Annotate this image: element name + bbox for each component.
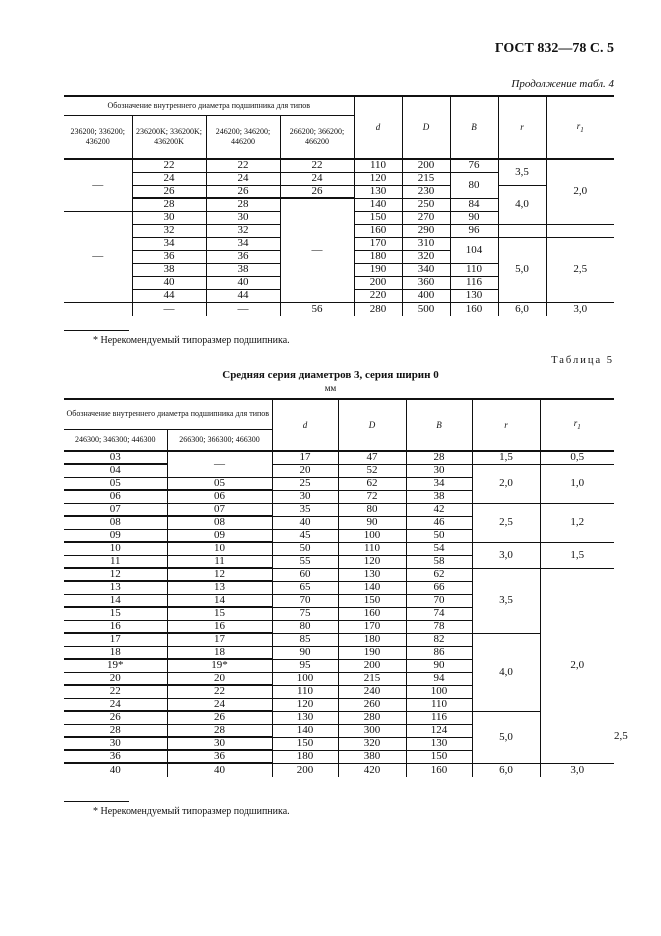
table-cell: 100 [406, 685, 472, 698]
table-cell: 86 [406, 646, 472, 659]
table-cell: 270 [402, 211, 450, 224]
table-cell: 55 [272, 555, 338, 568]
table-cell: 58 [406, 555, 472, 568]
table-cell: 90 [406, 659, 472, 672]
table-cell: 1,5 [540, 542, 614, 568]
table-cell: 10 [64, 542, 167, 555]
table-label: Таблица 5 [551, 355, 614, 366]
table-continuation-label: Продолжение табл. 4 [511, 78, 614, 90]
table-cell: 28 [64, 724, 167, 737]
table-cell: 34 [132, 237, 206, 250]
table-cell: 47 [338, 451, 406, 464]
table-cell: 200 [402, 159, 450, 172]
table-cell: 2,0 [540, 568, 614, 763]
table-cell: 200 [354, 276, 402, 289]
table-cell: 50 [272, 542, 338, 555]
type-header: 236200K; 336200K; 436200K [132, 115, 206, 159]
table-cell: 06 [64, 490, 167, 503]
table-cell: 20 [64, 672, 167, 685]
table-cell: 28 [132, 198, 206, 211]
table-cell: 22 [132, 159, 206, 172]
table-cell: 30 [167, 737, 272, 750]
table-cell: 25 [272, 477, 338, 490]
table-cell: 32 [132, 224, 206, 237]
table-cell: 360 [402, 276, 450, 289]
table-cell: 52 [338, 464, 406, 477]
table-cell: 100 [272, 672, 338, 685]
table-cell: 80 [338, 503, 406, 516]
table-cell: 24 [167, 698, 272, 711]
table-cell: 5,0 [498, 237, 546, 302]
table-cell: 54 [406, 542, 472, 555]
table-cell: 70 [272, 594, 338, 607]
table-cell: 20 [272, 464, 338, 477]
table-5: Обозначение внутреннего диаметра подшипника для типов d D B r $r_1$ 246300; 346300; 446300 266300; 366300; 466300 03 — 17 47 28 1,5 0,5 04 20 52 30 2,0 1,0 05 05 25 62 34 06 06 30 72 38 07 07 35 80 42 2,5 1,2 08 08 40 90 46 09 09 45 100 50 10 10 50 110 54 3,0 1,5 11 11 55 120 58 12 12 60 130 62 3,5 2,0 13 13 65 140 66 14 14 70 150 70 15 15 75 160 74 16 16 80 170 78 17 17 85 180 82 4,0 18 18 90 190 86 19* 19* 95 200 90 20 20 100 215 94 22 22 110 240 100 24 24 120 260 110 26 26 130 280 116 5,0 2,5 28 28 140 300 124 30 30 150 320 130 36 36 180 380 150 40 40 200 420 160 6,0 3,0 [64, 398, 614, 777]
table-cell: 380 [338, 750, 406, 763]
table-cell: — [64, 159, 132, 211]
table-cell: 26 [167, 711, 272, 724]
table-cell: 1,0 [540, 464, 614, 503]
table-cell: 11 [167, 555, 272, 568]
table-cell: 160 [354, 224, 402, 237]
table-cell: — [132, 302, 206, 316]
table-cell: 35 [272, 503, 338, 516]
table-cell [64, 302, 132, 316]
table-cell: 120 [272, 698, 338, 711]
table-cell: 09 [167, 529, 272, 542]
unit-label: мм [324, 383, 337, 393]
table-cell: 190 [338, 646, 406, 659]
col-r: r [498, 96, 546, 159]
table-cell: 500 [402, 302, 450, 316]
table-cell: 3,5 [472, 568, 540, 633]
table-cell: 110 [450, 263, 498, 276]
table-cell: 34 [406, 477, 472, 490]
table-cell: 5,0 [472, 711, 540, 763]
table-cell: 11 [64, 555, 167, 568]
table-cell: 34 [206, 237, 280, 250]
table-cell: 62 [338, 477, 406, 490]
table-cell: 95 [272, 659, 338, 672]
table-cell: 215 [402, 172, 450, 185]
table-cell: 40 [272, 516, 338, 529]
table-cell: 240 [338, 685, 406, 698]
col-r: r [472, 399, 540, 451]
table-cell: 130 [338, 568, 406, 581]
table-cell: 130 [450, 289, 498, 302]
table-cell: 200 [272, 763, 338, 777]
table-cell: 120 [354, 172, 402, 185]
table-cell: 14 [64, 594, 167, 607]
col-r1: $r_1$ [546, 96, 614, 159]
table-cell: 36 [132, 250, 206, 263]
col-r1: $r_1$ [540, 399, 614, 451]
table-cell: 180 [338, 633, 406, 646]
table-cell: 180 [272, 750, 338, 763]
table-cell: 06 [167, 490, 272, 503]
table-cell: 80 [450, 172, 498, 198]
table-cell: 260 [338, 698, 406, 711]
table-cell: 72 [338, 490, 406, 503]
col-B: B [406, 399, 472, 451]
table-cell: 15 [167, 607, 272, 620]
type-header: 246300; 346300; 446300 [64, 429, 167, 451]
table-cell: 160 [450, 302, 498, 316]
table-cell: 250 [402, 198, 450, 211]
table-cell: 19* [64, 659, 167, 672]
table-cell: 46 [406, 516, 472, 529]
table-cell: 4,0 [472, 633, 540, 711]
table-cell: 90 [338, 516, 406, 529]
table-cell: 26 [64, 711, 167, 724]
table-cell: 180 [354, 250, 402, 263]
table-cell: 60 [272, 568, 338, 581]
table-cell: 24 [206, 172, 280, 185]
table-cell: 140 [354, 198, 402, 211]
table-cell: 28 [167, 724, 272, 737]
table-cell: 320 [338, 737, 406, 750]
table-cell: — [206, 302, 280, 316]
table-cell: 84 [450, 198, 498, 211]
table-cell: 45 [272, 529, 338, 542]
table-cell: 36 [167, 750, 272, 763]
table-cell: 160 [406, 763, 472, 777]
table-cell: 07 [167, 503, 272, 516]
table-cell: 62 [406, 568, 472, 581]
table-cell: 08 [167, 516, 272, 529]
table-cell: 50 [406, 529, 472, 542]
table-cell: 05 [167, 477, 272, 490]
group-header: Обозначение внутреннего диаметра подшипника для типов [64, 96, 354, 115]
table-cell: 76 [450, 159, 498, 172]
table-cell: 19* [167, 659, 272, 672]
table-cell: 08 [64, 516, 167, 529]
table-cell: 2,5 [546, 237, 614, 302]
table-cell: 36 [206, 250, 280, 263]
table-cell: 124 [406, 724, 472, 737]
table-cell: 0,5 [540, 451, 614, 464]
col-D: D [402, 96, 450, 159]
table-cell: 15 [64, 607, 167, 620]
table-cell: 22 [64, 685, 167, 698]
table-cell: — [167, 451, 272, 477]
table-cell: 280 [338, 711, 406, 724]
table-cell: 94 [406, 672, 472, 685]
table-cell: 66 [406, 581, 472, 594]
table-cell: 85 [272, 633, 338, 646]
type-header: 266300; 366300; 466300 [167, 429, 272, 451]
page-header: ГОСТ 832—78 С. 5 [494, 41, 614, 56]
table-cell: 82 [406, 633, 472, 646]
table-cell: 100 [338, 529, 406, 542]
table-cell: 36 [64, 750, 167, 763]
table-cell: 26 [132, 185, 206, 198]
table-cell: 22 [280, 159, 354, 172]
table-cell: 12 [64, 568, 167, 581]
type-header: 266200; 366200; 466200 [280, 115, 354, 159]
table-cell: 26 [206, 185, 280, 198]
table-cell: 18 [167, 646, 272, 659]
table-cell: 200 [338, 659, 406, 672]
table-cell: 120 [338, 555, 406, 568]
table-cell: 3,5 [498, 159, 546, 185]
table-cell: 22 [167, 685, 272, 698]
col-D: D [338, 399, 406, 451]
table-cell: 104 [450, 237, 498, 263]
table-cell: 22 [206, 159, 280, 172]
table-cell: 220 [354, 289, 402, 302]
table-cell: 07 [64, 503, 167, 516]
table-cell: 44 [206, 289, 280, 302]
table-cell: 30 [206, 211, 280, 224]
table-cell: 17 [272, 451, 338, 464]
table-cell: 400 [402, 289, 450, 302]
table-cell: 160 [338, 607, 406, 620]
table-cell: 38 [132, 263, 206, 276]
table-cell: 26 [280, 185, 354, 198]
table-cell: 17 [167, 633, 272, 646]
table-cell: 300 [338, 724, 406, 737]
table-cell: 320 [402, 250, 450, 263]
table-cell: 28 [206, 198, 280, 211]
table-cell: 16 [64, 620, 167, 633]
table-cell: 290 [402, 224, 450, 237]
col-d: d [272, 399, 338, 451]
table-cell: 09 [64, 529, 167, 542]
table-cell: 32 [206, 224, 280, 237]
table-cell: — [280, 198, 354, 302]
group-header: Обозначение внутреннего диаметра подшипника для типов [64, 399, 272, 429]
table-cell: — [64, 211, 132, 302]
table-cell: 110 [338, 542, 406, 555]
table-cell: 18 [64, 646, 167, 659]
table-cell: 170 [338, 620, 406, 633]
table-cell: 78 [406, 620, 472, 633]
table-cell: 28 [406, 451, 472, 464]
table-cell: 16 [167, 620, 272, 633]
table-cell: 70 [406, 594, 472, 607]
table-cell: 20 [167, 672, 272, 685]
table-cell: 74 [406, 607, 472, 620]
col-B: B [450, 96, 498, 159]
table-cell: 10 [167, 542, 272, 555]
table-cell: 215 [338, 672, 406, 685]
table-cell: 17 [64, 633, 167, 646]
table-cell: 170 [354, 237, 402, 250]
table-cell: 44 [132, 289, 206, 302]
col-d: d [354, 96, 402, 159]
table-cell: 150 [272, 737, 338, 750]
table-cell: 12 [167, 568, 272, 581]
table-cell: 3,0 [573, 302, 588, 315]
table-cell: 30 [64, 737, 167, 750]
table-cell: 110 [354, 159, 402, 172]
table-cell: 2,0 [472, 464, 540, 503]
table-cell: 30 [272, 490, 338, 503]
table-cell: 130 [406, 737, 472, 750]
table-cell: 2,0 [546, 159, 614, 224]
table-cell: 13 [167, 581, 272, 594]
footnote-rule [64, 330, 129, 331]
table-cell: 140 [338, 581, 406, 594]
table-cell: 1,5 [472, 451, 540, 464]
table-cell: 75 [272, 607, 338, 620]
table-cell: 4,0 [498, 185, 546, 224]
table-cell: 90 [450, 211, 498, 224]
table-cell: 56 [280, 302, 354, 316]
type-header: 246200; 346200; 446200 [206, 115, 280, 159]
table-cell: 65 [272, 581, 338, 594]
table-cell: 80 [272, 620, 338, 633]
table-cell: 310 [402, 237, 450, 250]
table-cell: 130 [354, 185, 402, 198]
table-cell: 40 [64, 763, 167, 777]
table-cell: 190 [354, 263, 402, 276]
footnote-rule [64, 801, 129, 802]
table-cell: 42 [406, 503, 472, 516]
type-header: 236200; 336200; 436200 [64, 115, 132, 159]
table-cell: 24 [280, 172, 354, 185]
table-cell: 340 [402, 263, 450, 276]
table-cell: 116 [450, 276, 498, 289]
table-cell: 38 [406, 490, 472, 503]
table-cell: 40 [167, 763, 272, 777]
table-cell: 110 [406, 698, 472, 711]
table-cell: 30 [132, 211, 206, 224]
table-cell: 2,5 [472, 503, 540, 542]
table-cell: 24 [132, 172, 206, 185]
table-title: Средняя серия диаметров 3, серия ширин 0 [222, 369, 439, 381]
table-cell: 13 [64, 581, 167, 594]
table-cell: 150 [354, 211, 402, 224]
table-cell: 24 [64, 698, 167, 711]
table-cell: 6,0 [498, 302, 546, 316]
table-cell: 130 [272, 711, 338, 724]
table-cell: 03 [64, 451, 167, 464]
footnote: * Нерекомендуемый типоразмер подшипника. [93, 806, 290, 817]
table-cell: 96 [450, 224, 498, 237]
table-cell: 150 [338, 594, 406, 607]
table-cell: 116 [406, 711, 472, 724]
table-cell: 38 [206, 263, 280, 276]
table-cell: 150 [406, 750, 472, 763]
table-cell: 280 [354, 302, 402, 316]
table-cell: 40 [206, 276, 280, 289]
table-cell: 30 [406, 464, 472, 477]
footnote: * Нерекомендуемый типоразмер подшипника. [93, 335, 290, 346]
table-cell: 3,0 [570, 763, 585, 776]
table-cell: 40 [132, 276, 206, 289]
table-cell: 05 [64, 477, 167, 490]
table-cell: 3,0 [472, 542, 540, 568]
table-cell: 6,0 [472, 763, 540, 777]
table-cell: 1,2 [540, 503, 614, 542]
table-cell: 90 [272, 646, 338, 659]
table-cell: 110 [272, 685, 338, 698]
table-cell: 230 [402, 185, 450, 198]
table-cell: 14 [167, 594, 272, 607]
table-cell: 04 [64, 464, 167, 477]
table-cell: 420 [338, 763, 406, 777]
table-4 [64, 95, 614, 316]
table-cell: 140 [272, 724, 338, 737]
